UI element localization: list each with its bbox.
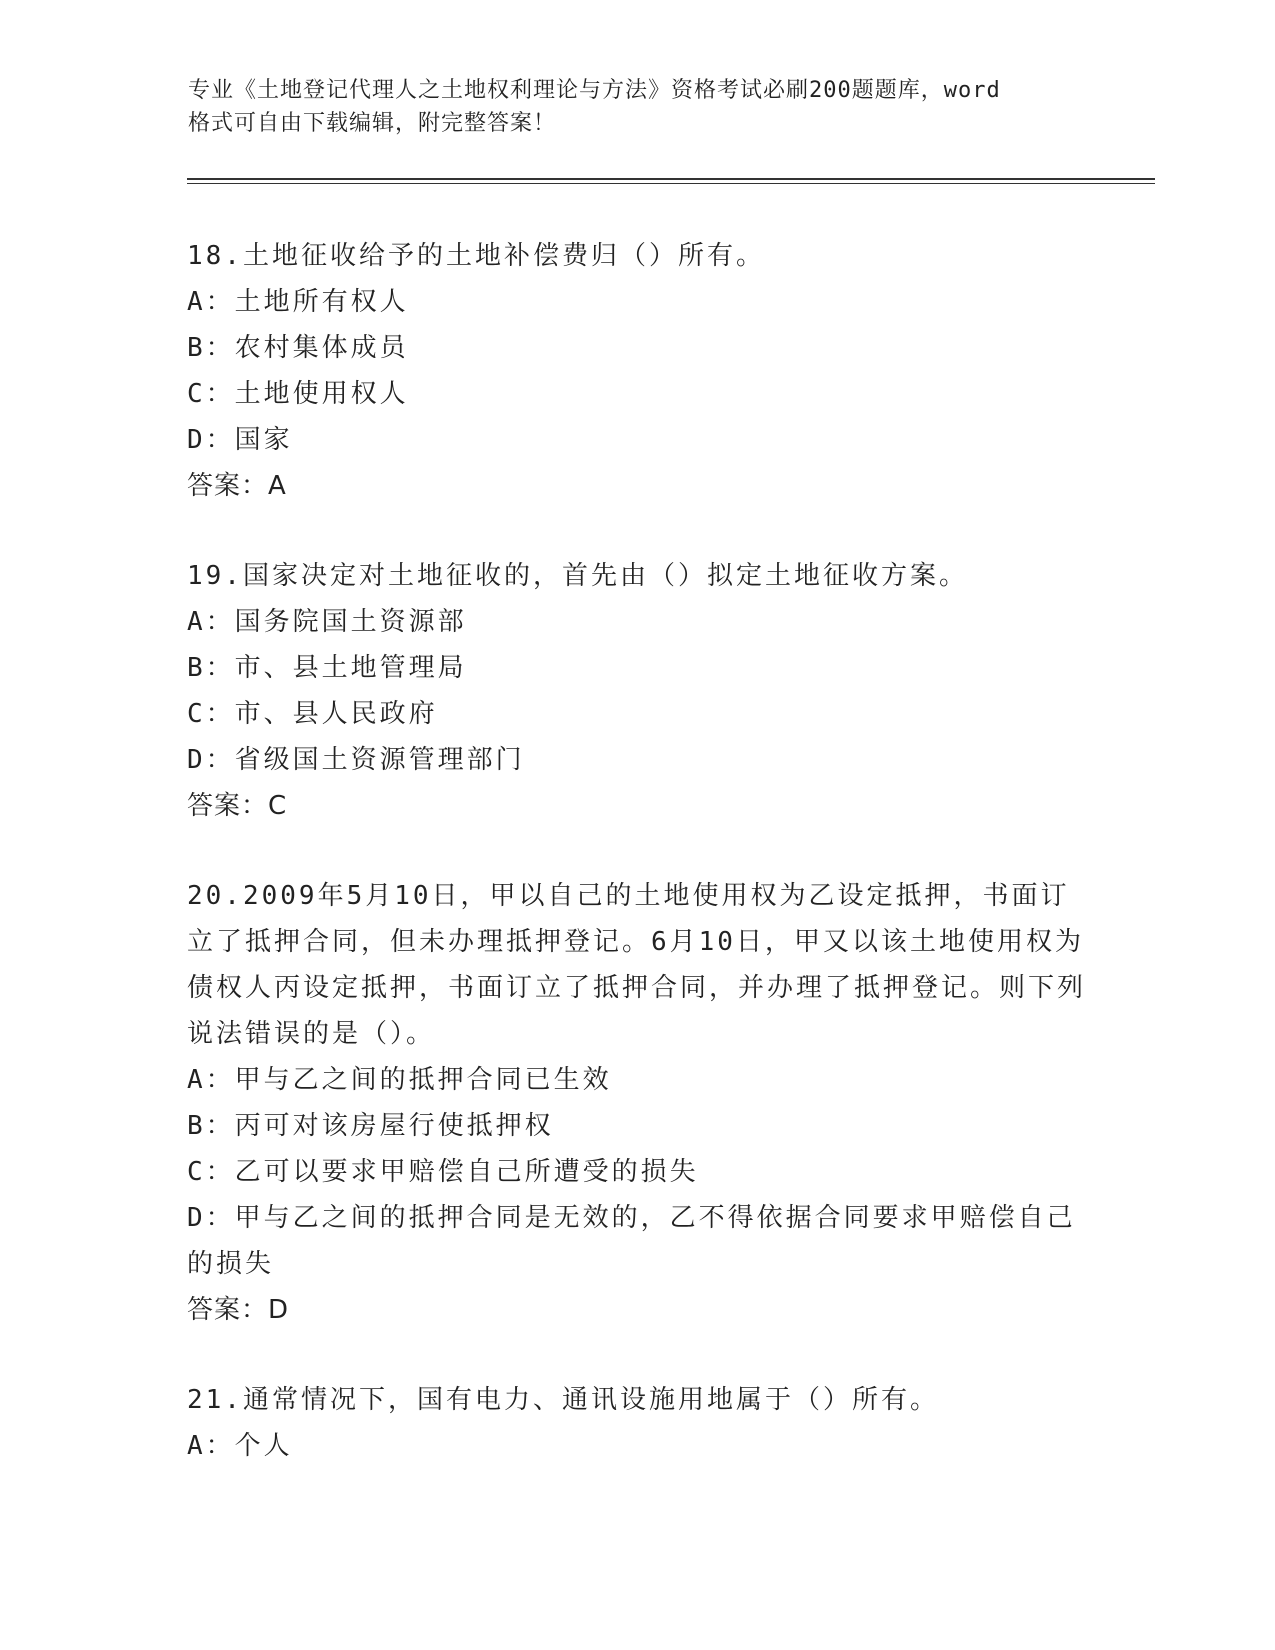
- header-divider: [187, 178, 1155, 184]
- option-c: C：市、县人民政府: [187, 699, 438, 729]
- header-line-1: 专业《土地登记代理人之土地权利理论与方法》资格考试必刷200题题库，word: [188, 78, 1001, 103]
- option-a: A：土地所有权人: [187, 287, 409, 317]
- question-stem: 19.国家决定对土地征收的，首先由（）拟定土地征收方案。: [187, 561, 968, 591]
- question-20: [187, 873, 1087, 1333]
- question-21: [187, 1377, 1087, 1469]
- option-a: A：国务院国土资源部: [187, 607, 467, 637]
- header-line-2: 格式可自由下载编辑，附完整答案！: [188, 111, 557, 136]
- option-b: B：农村集体成员: [187, 333, 409, 363]
- question-list: [187, 233, 1087, 1513]
- document-header: [188, 74, 1068, 140]
- answer-line: 答案：D: [187, 1295, 290, 1325]
- question-19: [187, 553, 1087, 829]
- question-stem: 20.2009年5月10日，甲以自己的土地使用权为乙设定抵押，书面订立了抵押合同，但未办理抵押登记。6月10日，甲又以该土地使用权为债权人丙设定抵押，书面订立了抵押合同，并办理了抵押登记。则下列说法错误的是（）。: [187, 881, 1087, 1049]
- question-18: [187, 233, 1087, 509]
- option-b: B：市、县土地管理局: [187, 653, 467, 683]
- option-c: C：乙可以要求甲赔偿自己所遭受的损失: [187, 1157, 699, 1187]
- answer-line: 答案：C: [187, 791, 288, 821]
- option-a: A：个人: [187, 1431, 293, 1461]
- option-d: D：甲与乙之间的抵押合同是无效的，乙不得依据合同要求甲赔偿自己的损失: [187, 1203, 1076, 1279]
- option-d: D：省级国土资源管理部门: [187, 745, 525, 775]
- answer-line: 答案：A: [187, 471, 287, 501]
- option-a: A：甲与乙之间的抵押合同已生效: [187, 1065, 612, 1095]
- option-b: B：丙可对该房屋行使抵押权: [187, 1111, 554, 1141]
- question-stem: 21.通常情况下，国有电力、通讯设施用地属于（）所有。: [187, 1385, 939, 1415]
- question-stem: 18.土地征收给予的土地补偿费归（）所有。: [187, 241, 765, 271]
- option-d: D：国家: [187, 425, 293, 455]
- option-c: C：土地使用权人: [187, 379, 409, 409]
